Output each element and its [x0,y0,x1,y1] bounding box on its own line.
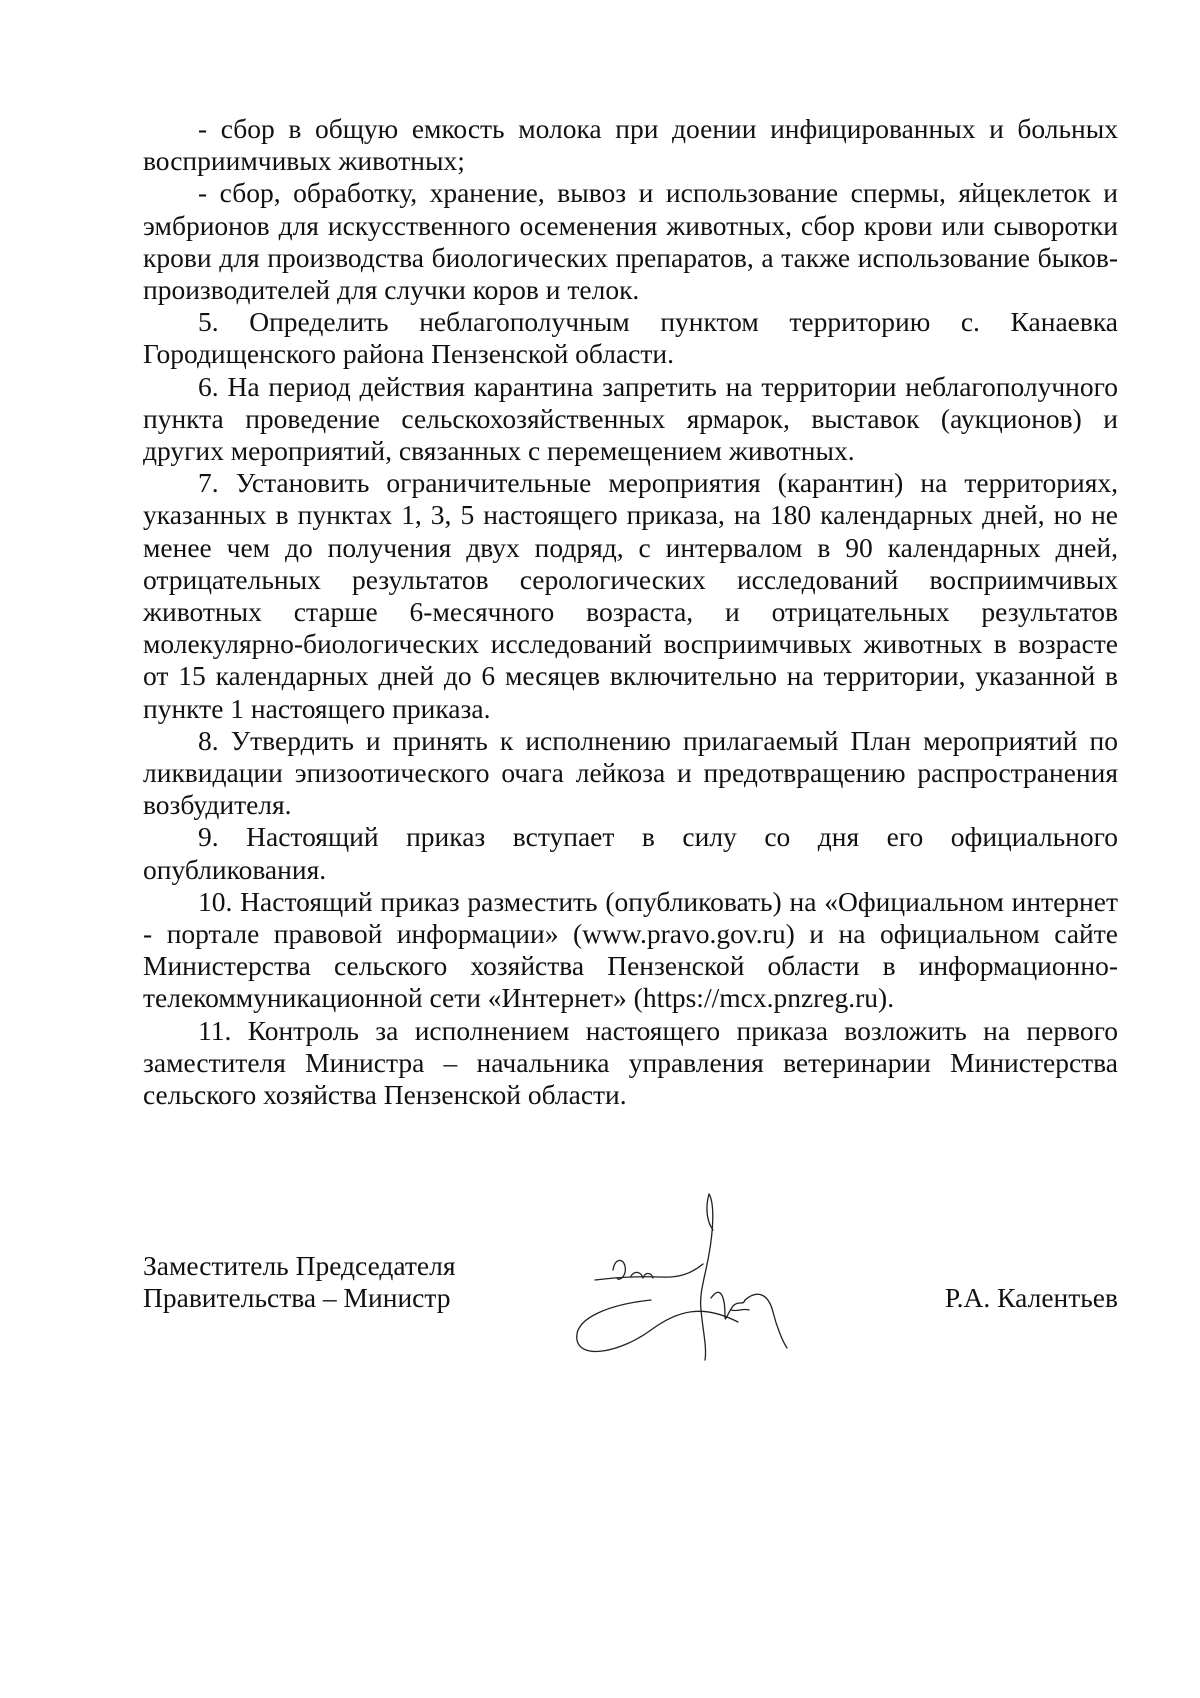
paragraph-item-6: 6. На период действия карантина запретить на территории неблагополучного пункта проведение сельскохозяйственных ярмарок, выставок (аукционов) и других мероприятий, связанных с перемещением животных. [143,370,1118,467]
signer-name: Р.А. Калентьев [944,1282,1118,1313]
paragraph-semen-collection-ban: - сбор, обработку, хранение, вывоз и использование спермы, яйцеклеток и эмбрионов для искусственного осеменения животных, сбор крови или сыворотки крови для производства биологических препаратов, а также использование быков-производителей для случки коров и телок. [143,177,1118,306]
signer-title-line-1: Заместитель Председателя [143,1250,456,1281]
document-body [143,113,1118,1111]
paragraph-milk-collection-ban: - сбор в общую емкость молока при доении инфицированных и больных восприимчивых животных; [143,113,1118,177]
paragraph-item-5: 5. Определить неблагополучным пунктом территорию с. Канаевка Городищенского района Пензенской области. [143,306,1118,370]
paragraph-item-8: 8. Утвердить и принять к исполнению прилагаемый План мероприятий по ликвидации эпизоотического очага лейкоза и предотвращению распространения возбудителя. [143,724,1118,821]
paragraph-item-7: 7. Установить ограничительные мероприятия (карантин) на территориях, указанных в пунктах 1, 3, 5 настоящего приказа, на 180 календарных дней, но не менее чем до получения двух подряд, с интервалом в 90 календарных дней, отрицательных результатов серологических исследований восприимчивых животных старше 6-месячного возраста, и отрицательных результатов молекулярно-биологических исследований восприимчивых животных в возрасте от 15 календарных дней до 6 месяцев включительно на территории, указанной в пункте 1 настоящего приказа. [143,467,1118,724]
signer-title-line-2: Правительства – Министр [143,1282,451,1314]
paragraph-item-9: 9. Настоящий приказ вступает в силу со дня его официального опубликования. [143,821,1118,885]
signer-title [143,1250,456,1314]
handwritten-signature [573,1192,813,1362]
paragraph-item-11: 11. Контроль за исполнением настоящего приказа возложить на первого заместителя Министра – начальника управления ветеринарии Министерства сельского хозяйства Пензенской области. [143,1014,1118,1111]
paragraph-item-10: 10. Настоящий приказ разместить (опубликовать) на «Официальном интернет - портале правовой информации» (www.pravo.gov.ru) и на официальном сайте Министерства сельского хозяйства Пензенской области в информационно-телекоммуникационной сети «Интернет» (https://mcx.pnzreg.ru). [143,885,1118,1014]
signature-block [143,1250,1118,1380]
